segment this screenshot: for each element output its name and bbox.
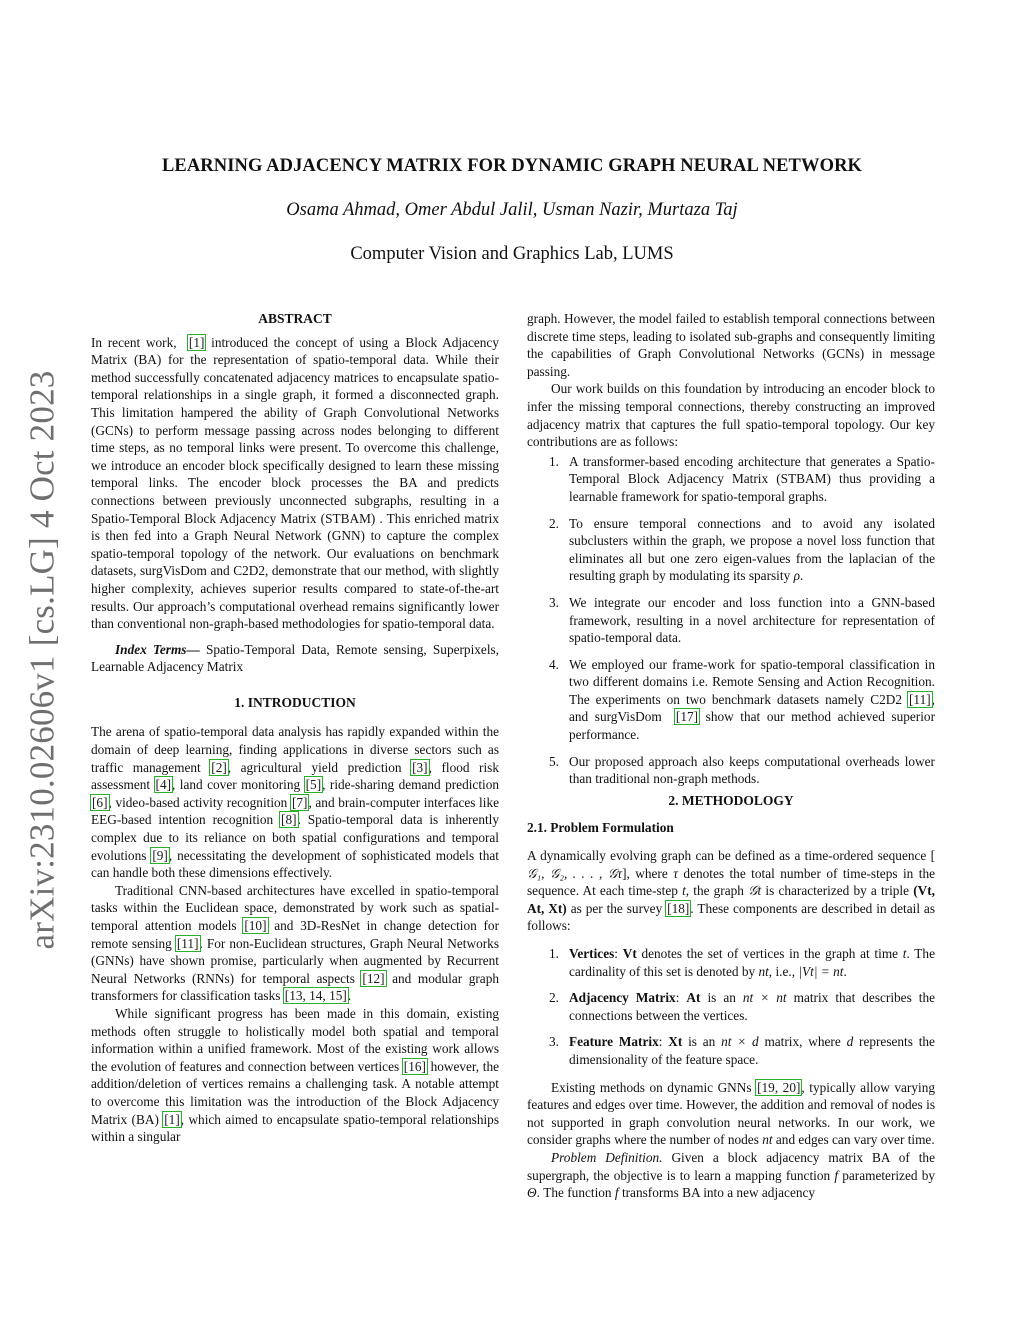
arxiv-sidebar [20, 365, 64, 955]
citation-link[interactable]: [18] [667, 900, 690, 916]
subsection-heading: 2.1. Problem Formulation [527, 820, 674, 836]
intro-paragraph-1: The arena of spatio-temporal data analysis has rapidly expanded within the domain of deep learning, finding applications in diverse sectors such as traffic management [2], agricultural yield prediction [3], flood risk assessment [4], land cover monitoring [5], ride-sharing demand prediction [6], video-based activity recognition [7], and brain-computer interfaces like EEG-based intention recognition [8]. Spatio-temporal data is inherently complex due to its reliance on both spatial configurations and temporal evolutions [9], necessitating the development of sophisticated models that can handle both these dimensions effectively. [91, 724, 500, 881]
list-item: 4. We employed our frame-work for spatio-temporal classification in two different domains i.e. Remote Sensing and Action Recognition. The experiments on two benchmark datasets namely C2D2 [11], and surgVisDom [17] show that our method achieved superior performance. [549, 656, 936, 743]
abstract-body: In recent work, [1] introduced the concept of using a Block Adjacency Matrix (BA) for the representation of spatio-temporal data. While their method successfully concatenated adjacency matrices to encapsulate spatio-temporal relationships in a single graph, it formed a disconnected graph. This limitation hampered the ability of Graph Convolutional Networks (GCNs) to perform message passing across nodes belonging to different time steps, as no temporal links were present. To overcome this challenge, we introduce an encoder block specifically designed to learn these missing temporal links. The encoder block processes the BA and predicts connections between previously unconnected subgraphs, resulting in a Spatio-Temporal Block Adjacency Matrix (STBAM) . This enriched matrix is then fed into a Graph Neural Network (GNN) to capture the complex spatio-temporal topology of the network. Our evaluations on benchmark datasets, surgVisDom and C2D2, demonstrate that our method, with slightly higher complexity, achieves superior results compared to state-of-the-art results. Our approach’s computational overhead remains significantly lower than conventional non-graph-based methodologies for spatio-temporal data. [91, 334, 499, 632]
citation-link[interactable]: [3] [412, 759, 428, 775]
citation-link[interactable]: [9] [152, 847, 168, 863]
citation-link[interactable]: [16] [403, 1058, 426, 1074]
problem-definition-paragraph: Problem Definition. Given a block adjacency matrix BA of the supergraph, the objective is to learn a mapping function f parameterized by Θ. The function f transforms BA into a new adjacency [527, 1149, 935, 1201]
citation-link[interactable]: [13, 14, 15] [284, 988, 347, 1004]
arxiv-identifier: arXiv:2310.02606v1 [cs.LG] 4 Oct 2023 [22, 370, 62, 950]
citation-link[interactable]: [8] [281, 812, 297, 828]
citation-link[interactable]: [1] [188, 334, 205, 350]
citation-link[interactable]: [7] [291, 794, 308, 810]
citation-link[interactable]: [6] [92, 794, 108, 810]
list-item: 3. We integrate our encoder and loss function into a GNN-based framework, resulting in a novel architecture for representation of spatio-temporal data. [549, 594, 935, 646]
index-terms: Index Terms— Spatio-Temporal Data, Remote sensing, Superpixels, Learnable Adjacency Matrix [91, 641, 500, 675]
list-item: 1. Vertices: Vt denotes the set of vertices in the graph at time t. The cardinality of this set is denoted by nt, i.e., |Vt| = nt. [549, 946, 935, 979]
existing-methods-paragraph: Existing methods on dynamic GNNs [19, 20], typically allow varying features and edges over time. However, the addition and removal of nodes is not supported in graph convolution neural networks. In our work, we consider graphs where the number of nodes nt and edges can vary over time. [527, 1079, 935, 1148]
contributions-intro: Our work builds on this foundation by introducing an encoder block to infer the missing temporal connections, thereby constructing an improved adjacency matrix that captures the full spatio-temporal topology. Our key contributions are as follows: [527, 381, 935, 450]
list-item: 5. Our proposed approach also keeps computational overheads lower than traditional non-graph methods. [549, 753, 935, 787]
citation-link[interactable]: [11] [176, 935, 199, 951]
list-item: 2. Adjacency Matrix: At is an nt × nt matrix that describes the connections between the vertices. [549, 990, 935, 1023]
paper-title: LEARNING ADJACENCY MATRIX FOR DYNAMIC GRAPH NEURAL NETWORK [161, 156, 863, 176]
intro-paragraph-2: Traditional CNN-based architectures have excelled in spatio-temporal tasks within the Euclidean space, demonstrated by work such as spatial-temporal attention models [10] and 3D-ResNet in change detection for remote sensing [11]. For non-Euclidean structures, Graph Neural Networks (GNNs) have shown promise, particularly when augmented by Recurrent Neural Networks (RNNs) for temporal aspects [12] and modular graph transformers for classification tasks [13, 14, 15]. [91, 882, 500, 1004]
intro-continuation: graph. However, the model failed to establish temporal connections between discrete time steps, leading to isolated sub-graphs and consequently limiting the capabilities of Graph Convolutional Networks (GCNs) in message passing. [527, 311, 935, 379]
citation-link[interactable]: [10] [244, 918, 267, 933]
list-item: 1. A transformer-based encoding architecture that generates a Spatio-Temporal Block Adjacency Matrix (STBAM) thus providing a learnable framework for spatio-temporal graphs. [549, 453, 935, 504]
dynamic-graph-paragraph: A dynamically evolving graph can be defined as a time-ordered sequence [ 𝒢₁, 𝒢₂, . . . , 𝒢τ], where τ denotes the total number of time-steps in the sequence. At each time-step t, the graph 𝒢t is characterized by a triple (Vt, At, Xt) as per the survey [18]. These components are described in detail as follows: [527, 848, 936, 934]
methodology-heading: 2. METHODOLOGY [668, 792, 794, 808]
citation-link[interactable]: [17] [675, 709, 699, 725]
citation-link[interactable]: [2] [211, 759, 227, 775]
citation-link[interactable]: [19, 20] [757, 1079, 801, 1095]
list-item: 2. To ensure temporal connections and to avoid any isolated subclusters within the graph, we propose a novel loss function that eliminates all but one zero eigen-values from the laplacian of the resulting graph by modulating its sparsity ρ. [549, 515, 935, 584]
right-column [527, 310, 935, 1202]
left-column [91, 310, 499, 1146]
paper-affiliation: Computer Vision and Graphics Lab, LUMS [350, 244, 674, 264]
components-list [527, 945, 935, 1069]
list-item: 3. Feature Matrix: Xt is an nt × d matrix, where d represents the dimensionality of the feature space. [549, 1034, 935, 1067]
introduction-heading: 1. INTRODUCTION [234, 694, 356, 710]
citation-link[interactable]: [12] [362, 970, 385, 986]
contributions-list [527, 453, 935, 788]
citation-link[interactable]: [4] [155, 777, 172, 793]
citation-link[interactable]: [5] [305, 777, 322, 793]
abstract-heading: ABSTRACT [258, 311, 332, 326]
paper-authors: Osama Ahmad, Omer Abdul Jalil, Usman Nazir, Murtaza Taj [286, 200, 738, 220]
citation-link[interactable]: [1] [164, 1111, 180, 1127]
intro-paragraph-3: While significant progress has been made in this domain, existing methods often struggle to holistically model both spatial and temporal information within a unified framework. Most of the existing work allows the evolution of features and connection between vertices [16] however, the addition/deletion of vertices remains a challenging task. A notable attempt to overcome this limitation was the introduction of the Block Adjacency Matrix (BA) [1], which aimed to encapsulate spatio-temporal relationships within a singular [91, 1005, 499, 1145]
citation-link[interactable]: [11] [909, 691, 931, 707]
